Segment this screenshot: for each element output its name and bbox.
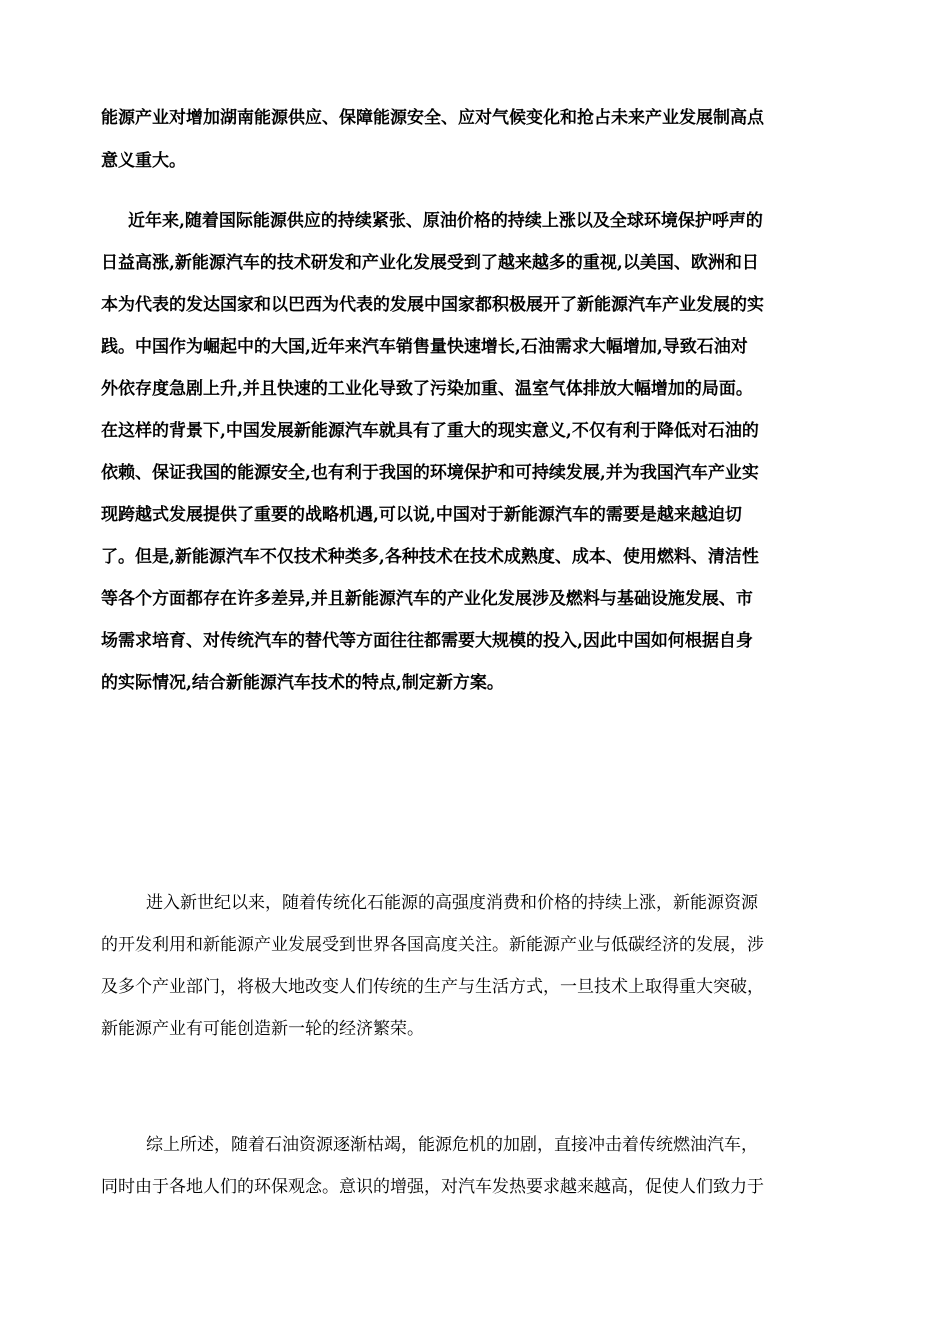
paragraph-1-line-1: 能源产业对增加湖南能源供应、保障能源安全、应对气候变化和抢占未来产业发展制高点 xyxy=(101,108,764,128)
paragraph-2-line-6: 在这样的背景下,中国发展新能源汽车就具有了重大的现实意义,不仅有利于降低对石油的 xyxy=(101,421,759,441)
paragraph-3-line-1: 进入新世纪以来，随着传统化石能源的高强度消费和价格的持续上涨，新能源资源 xyxy=(146,893,758,913)
paragraph-2-line-12: 的实际情况,结合新能源汽车技术的特点,制定新方案。 xyxy=(101,673,504,693)
paragraph-4-line-2: 同时由于各地人们的环保观念。意识的增强，对汽车发热要求越来越高，促使人们致力于 xyxy=(101,1177,764,1197)
paragraph-2-line-3: 本为代表的发达国家和以巴西为代表的发展中国家都积极展开了新能源汽车产业发展的实 xyxy=(101,295,764,315)
paragraph-1-line-2: 意义重大。 xyxy=(101,151,186,171)
paragraph-3-line-4: 新能源产业有可能创造新一轮的经济繁荣。 xyxy=(101,1019,424,1039)
paragraph-2-line-4: 践。中国作为崛起中的大国,近年来汽车销售量快速增长,石油需求大幅增加,导致石油对 xyxy=(101,337,748,357)
paragraph-2-line-5: 外依存度急剧上升,并且快速的工业化导致了污染加重、温室气体排放大幅增加的局面。 xyxy=(101,379,753,399)
paragraph-2-line-10: 等各个方面都存在许多差异,并且新能源汽车的产业化发展涉及燃料与基础设施发展、市 xyxy=(101,589,753,609)
paragraph-2-line-1: 近年来,随着国际能源供应的持续紧张、原油价格的持续上涨以及全球环境保护呼声的 xyxy=(128,211,763,231)
paragraph-3-line-2: 的开发利用和新能源产业发展受到世界各国高度关注。新能源产业与低碳经济的发展，涉 xyxy=(101,935,764,955)
paragraph-2-line-7: 依赖、保证我国的能源安全,也有利于我国的环境保护和可持续发展,并为我国汽车产业实 xyxy=(101,463,759,483)
paragraph-3-line-3: 及多个产业部门，将极大地改变人们传统的生产与生活方式，一旦技术上取得重大突破， xyxy=(101,977,764,997)
paragraph-2-line-8: 现跨越式发展提供了重要的战略机遇,可以说,中国对于新能源汽车的需要是越来越迫切 xyxy=(101,505,742,525)
paragraph-2-line-2: 日益高涨,新能源汽车的技术研发和产业化发展受到了越来越多的重视,以美国、欧洲和日 xyxy=(101,253,759,273)
paragraph-4-line-1: 综上所述，随着石油资源逐渐枯竭，能源危机的加剧，直接冲击着传统燃油汽车， xyxy=(146,1135,758,1155)
paragraph-2-line-9: 了。但是,新能源汽车不仅技术种类多,各种技术在技术成熟度、成本、使用燃料、清洁性 xyxy=(101,547,759,567)
paragraph-2-line-11: 场需求培育、对传统汽车的替代等方面往往都需要大规模的投入,因此中国如何根据自身 xyxy=(101,631,753,651)
